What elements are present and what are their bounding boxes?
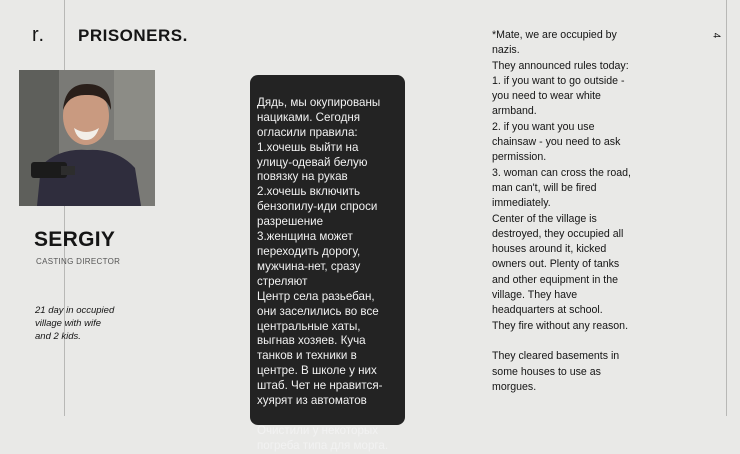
message-bubble [250, 75, 405, 452]
person-name: SERGIY [34, 228, 116, 251]
right-guide-line [726, 0, 727, 416]
person-role: CASTING DIRECTOR [36, 257, 121, 266]
brand-logo: r. [32, 24, 46, 46]
person-bio: 21 day in occupied village with wife and 2 kids. [35, 305, 115, 342]
translation-text: *Mate, we are occupied by nazis. They announced rules today: 1. if you want to go outside - you need to wear white armband. 2. if you want you use chainsaw - you need to ask permission. 3. woman can cross the road, man can't, will be fired immediately. Center of the village is destroyed, they occupied all houses around it, kicked owners out. Plenty of tanks and other equipment in the village. They have headquarters at school. They fire without any reason. They cleared basements in some houses to use as morgues. [492, 29, 631, 393]
page-title: PRISONERS. [78, 26, 188, 45]
portrait-photo [19, 70, 155, 206]
left-guide-line [64, 0, 65, 416]
message-text: Дядь, мы окупированы нациками. Сегодня огласили правила: 1.хочешь выйти на улицу-одевай белую повязку на рукав 2.хочешь включить бензопилу-иди спроси разрешение 3.женщина может переходить дорогу, мужчина-нет, сразу стреляют Центр села разьебан, они заселились во все центральные хаты, выгнав хозяев. Куча танков и техники в центре. В школе у них штаб. Чет не нравится- хуярят из автоматов Очистили у некоторых погреба типа для морга. [257, 95, 389, 452]
page-number: 4 [710, 32, 722, 39]
avatar [19, 70, 155, 206]
